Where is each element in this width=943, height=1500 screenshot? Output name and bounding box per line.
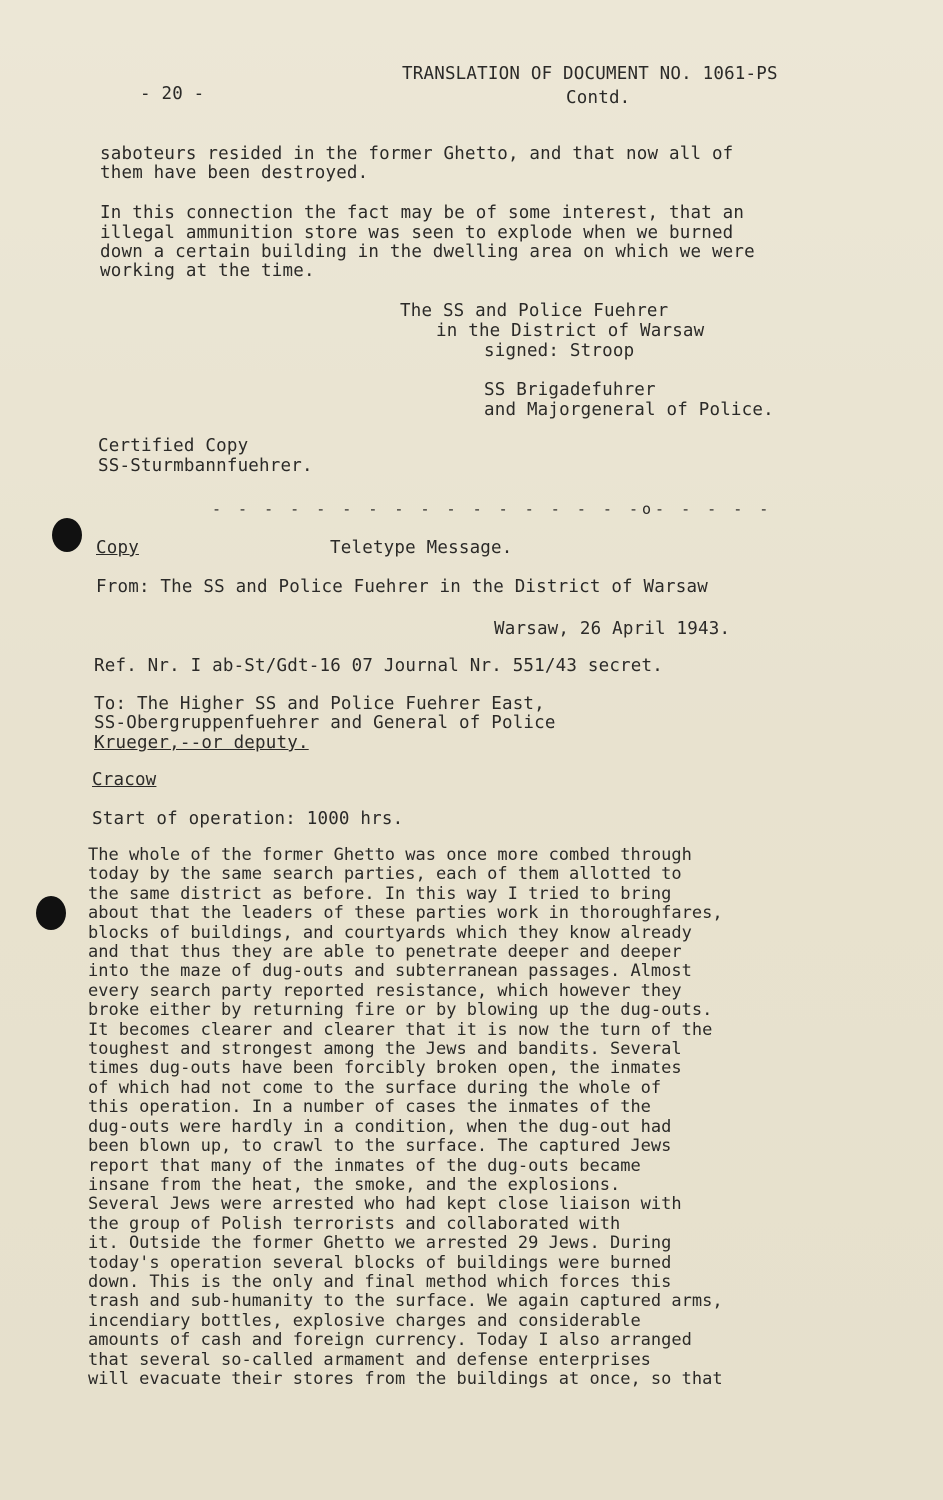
body-line: of which had not come to the surface during the whole of — [88, 1077, 662, 1098]
from-line: From: The SS and Police Fuehrer in the District of Warsaw — [96, 577, 708, 597]
body-line: today by the same search parties, each of them allotted to — [88, 864, 682, 885]
signature-line: SS Brigadefuhrer — [484, 380, 656, 400]
signature-line: signed: Stroop — [484, 341, 635, 361]
teletype-heading: Teletype Message. — [330, 538, 513, 558]
message-body — [88, 846, 828, 1389]
body-line: about that the leaders of these parties work in thoroughfares, — [88, 903, 723, 924]
body-line: down. This is the only and final method which forces this — [88, 1271, 672, 1292]
intro-p1-line: them have been destroyed. — [100, 163, 369, 183]
body-line: broke either by returning fire or by blowing up the dug-outs. — [88, 1000, 713, 1021]
body-line: blocks of buildings, and courtyards which they know already — [88, 922, 692, 943]
body-line: will evacuate their stores from the buildings at once, so that — [88, 1368, 723, 1389]
certified-rank: SS-Sturmbannfuehrer. — [98, 456, 313, 476]
body-line: the group of Polish terrorists and collaborated with — [88, 1213, 621, 1234]
body-line: this operation. In a number of cases the inmates of the — [88, 1097, 651, 1118]
body-line: toughest and strongest among the Jews and bandits. Several — [88, 1039, 682, 1060]
body-line: been blown up, to crawl to the surface. The captured Jews — [88, 1136, 672, 1157]
body-line: trash and sub-humanity to the surface. We again captured arms, — [88, 1291, 723, 1312]
punch-hole — [52, 518, 82, 552]
certified-copy-label: Certified Copy — [98, 436, 249, 456]
intro-p2-line: down a certain building in the dwelling area on which we were — [100, 242, 755, 262]
punch-hole — [36, 896, 66, 930]
body-line: times dug-outs have been forcibly broken open, the inmates — [88, 1058, 682, 1079]
signature-line: in the District of Warsaw — [436, 321, 705, 341]
continued-label: Contd. — [566, 88, 631, 108]
intro-p2-line: illegal ammunition store was seen to explode when we burned — [100, 223, 734, 243]
section-separator: - - - - - - - - - - - - - - - - -o- - - - - — [212, 500, 773, 518]
recipient-line: SS-Obergruppenfuehrer and General of Police — [94, 713, 556, 733]
body-line: it. Outside the former Ghetto we arrested 29 Jews. During — [88, 1233, 672, 1254]
body-line: incendiary bottles, explosive charges and considerable — [88, 1310, 641, 1331]
operation-start: Start of operation: 1000 hrs. — [92, 809, 404, 829]
intro-p2-line: In this connection the fact may be of some interest, that an — [100, 203, 745, 223]
body-line: amounts of cash and foreign currency. Today I also arranged — [88, 1330, 692, 1351]
body-line: every search party reported resistance, which however they — [88, 980, 682, 1001]
recipient-line: To: The Higher SS and Police Fuehrer East, — [94, 694, 545, 714]
body-line: today's operation several blocks of buildings were burned — [88, 1252, 672, 1273]
body-line: and that thus they are able to penetrate deeper and deeper — [88, 942, 682, 963]
body-line: The whole of the former Ghetto was once more combed through — [88, 845, 692, 865]
body-line: It becomes clearer and clearer that it is now the turn of the — [88, 1019, 713, 1040]
recipient-line: Krueger,--or deputy. — [94, 733, 309, 753]
destination-city: Cracow — [92, 770, 157, 790]
signature-line: and Majorgeneral of Police. — [484, 400, 774, 420]
intro-p2-line: working at the time. — [100, 261, 315, 281]
intro-p1-line: saboteurs resided in the former Ghetto, and that now all of — [100, 144, 734, 164]
body-line: the same district as before. In this way I tried to bring — [88, 883, 672, 904]
signature-line: The SS and Police Fuehrer — [400, 301, 669, 321]
reference-line: Ref. Nr. I ab-St/Gdt-16 07 Journal Nr. 551/43 secret. — [94, 656, 664, 676]
body-line: Several Jews were arrested who had kept close liaison with — [88, 1194, 682, 1215]
page-number: - 20 - — [140, 84, 205, 104]
place-date: Warsaw, 26 April 1943. — [494, 619, 731, 639]
body-line: into the maze of dug-outs and subterranean passages. Almost — [88, 961, 692, 982]
body-line: report that many of the inmates of the dug-outs became — [88, 1155, 641, 1176]
copy-label: Copy — [96, 538, 139, 558]
body-line: dug-outs were hardly in a condition, when the dug-out had — [88, 1116, 672, 1137]
body-line: insane from the heat, the smoke, and the explosions. — [88, 1174, 621, 1195]
document-title: TRANSLATION OF DOCUMENT NO. 1061-PS — [402, 64, 778, 84]
body-line: that several so-called armament and defense enterprises — [88, 1349, 651, 1370]
